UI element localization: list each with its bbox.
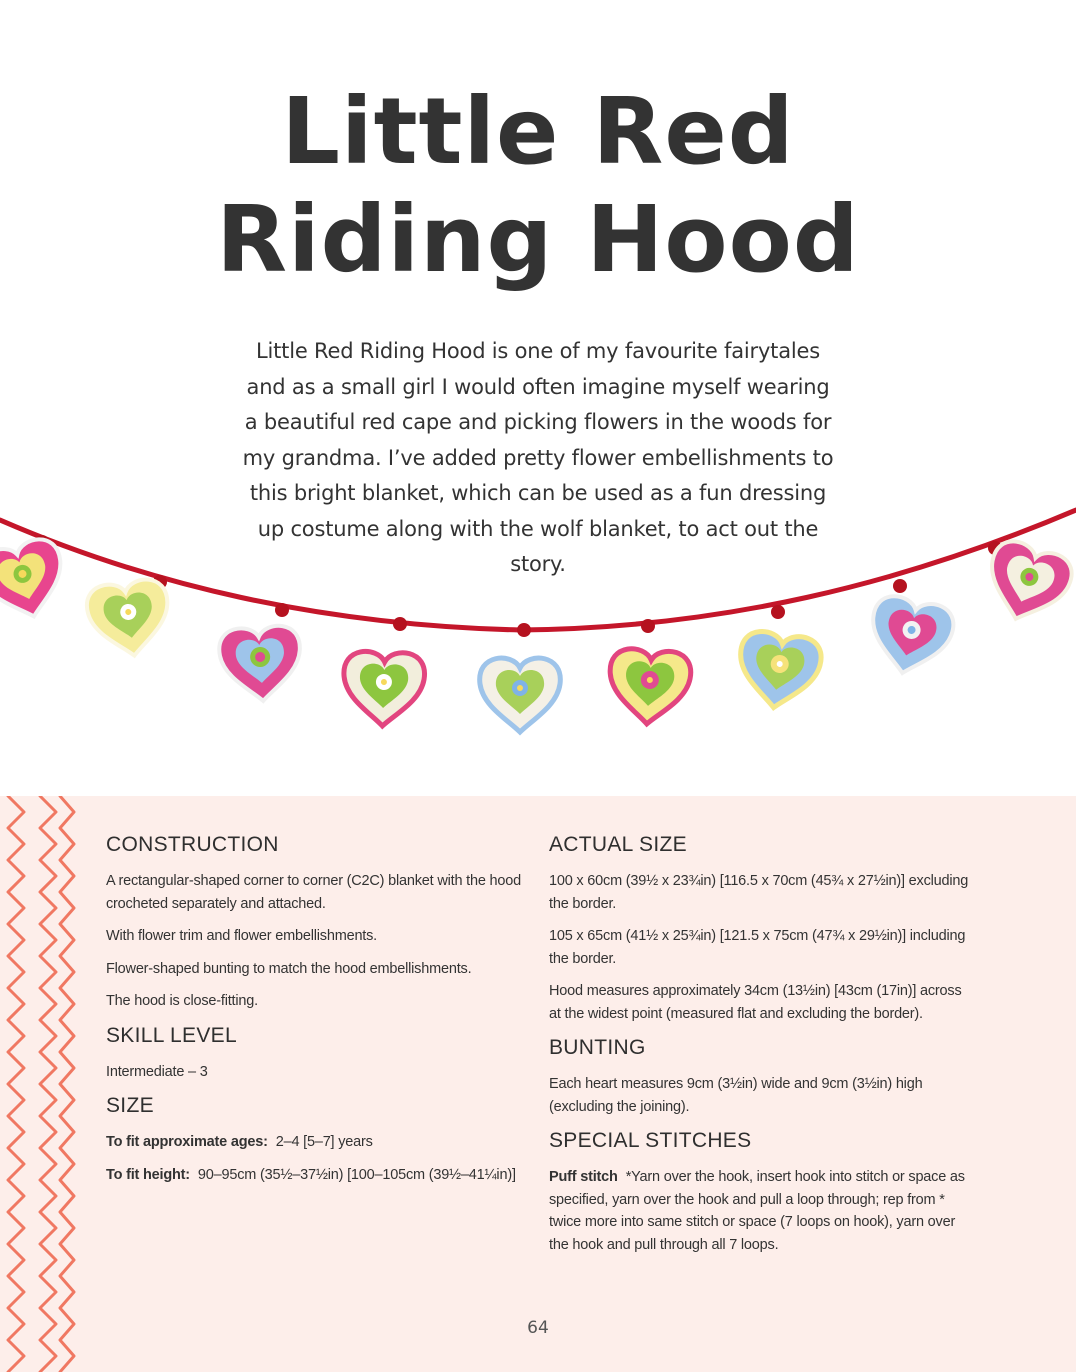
size-height-label: To fit height: — [106, 1166, 190, 1183]
size-section — [106, 1093, 526, 1186]
skill-level-heading: SKILL LEVEL — [106, 1023, 237, 1047]
puff-stitch-text — [549, 1166, 969, 1256]
size-height — [106, 1164, 526, 1187]
heart-2 — [84, 577, 174, 661]
construction-text-1: A rectangular-shaped corner to corner (C2C) blanket with the hood crocheted separately and attached. — [106, 873, 521, 912]
heart-4 — [342, 651, 425, 728]
special-stitches-section — [549, 1128, 969, 1256]
heart-bunting-photo — [0, 490, 1076, 760]
actual-size-text-3: Hood measures approximately 34cm (13½in) [43cm (17in)] across at the widest point (measured flat and excluding the border). — [549, 983, 962, 1022]
heart-3 — [218, 624, 304, 703]
actual-size-text-1: 100 x 60cm (39½ x 23¾in) [116.5 x 70cm (45¾ x 27½in)] excluding the border. — [549, 873, 969, 912]
page-title — [0, 78, 1076, 294]
construction-section — [106, 832, 526, 1013]
heart-1 — [0, 535, 73, 627]
heart-6 — [607, 647, 693, 726]
size-ages-value: 2–4 [5–7] years — [275, 1134, 373, 1150]
bunting-text: Each heart measures 9cm (3½in) wide and 9cm (3½in) high (excluding the joining). — [549, 1076, 923, 1115]
size-height-value: 90–95cm (35½–37½in) [100–105cm (39½–41¼in)] — [197, 1166, 516, 1183]
left-column — [106, 832, 526, 1196]
title-line-1: Little Red — [281, 78, 795, 185]
construction-text-4: The hood is close-fitting. — [106, 993, 258, 1009]
special-stitches-heading: SPECIAL STITCHES — [549, 1129, 752, 1152]
heart-7 — [734, 629, 824, 713]
title-line-2: Riding Hood — [216, 186, 860, 293]
construction-text-2: With flower trim and flower embellishments. — [106, 928, 378, 944]
size-ages — [106, 1131, 526, 1154]
actual-size-heading: ACTUAL SIZE — [549, 833, 687, 856]
puff-stitch-description: *Yarn over the hook, insert hook into stitch or space as specified, yarn over the hook and pull a loop through; rep from * twice more into same stitch or space (7 loops on hook), yarn over the hook and pull through all 7 loops. — [549, 1169, 965, 1253]
actual-size-text-2: 105 x 65cm (41½ x 25¾in) [121.5 x 75cm (47¾ x 29½in)] including the border. — [549, 928, 966, 967]
construction-heading: CONSTRUCTION — [106, 833, 279, 856]
zigzag-decoration — [0, 796, 80, 1372]
actual-size-section — [549, 832, 969, 1025]
bunting-heading: BUNTING — [549, 1036, 646, 1059]
page-number: 64 — [527, 1318, 549, 1338]
right-column — [549, 832, 969, 1266]
info-panel — [0, 796, 1076, 1372]
puff-stitch-label: Puff stitch — [549, 1169, 618, 1185]
skill-level-section — [106, 1023, 526, 1084]
construction-text-3: Flower-shaped bunting to match the hood embellishments. — [106, 960, 472, 977]
size-ages-label: To fit approximate ages: — [106, 1134, 268, 1150]
skill-level-value: Intermediate – 3 — [106, 1063, 208, 1080]
bunting-section — [549, 1035, 969, 1118]
intro-paragraph: Little Red Riding Hood is one of my favourite fairytales and as a small girl I would often imagine myself wearing a beautiful red cape and picking flowers in the woods for my grandma. I’ve added pretty flower embellishments to this bright blanket, which can be used as a fun dressing up costume along with the wolf blanket, to act out the story. — [242, 339, 834, 576]
heart-8 — [863, 592, 957, 681]
heart-5 — [480, 658, 561, 732]
size-heading: SIZE — [106, 1094, 154, 1117]
